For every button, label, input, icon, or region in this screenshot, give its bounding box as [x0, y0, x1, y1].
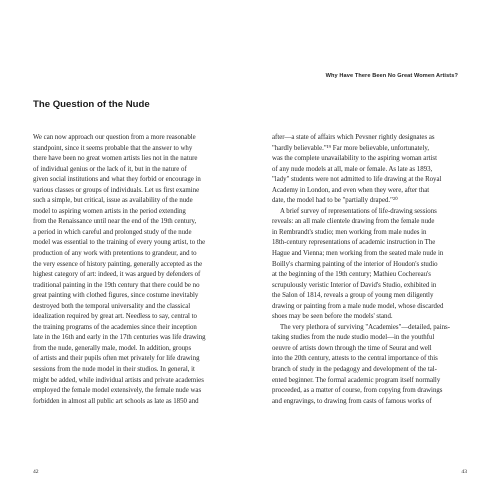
text-line: taking studies from the nude studio model—in the youthful [272, 334, 435, 342]
text-line: a period in which careful and prolonged study of the nude [33, 228, 192, 236]
text-line: reveals: an all male clientele drawing from the female nude [272, 218, 435, 226]
text-line: the training programs of the academies since their inception [33, 323, 197, 331]
text-line: ented beginner. The formal academic program itself normally [272, 376, 441, 384]
text-line: after—a state of affairs which Pevsner rightly designates as [272, 134, 435, 141]
text-line: there have been no great women artists lies not in the nature [33, 155, 198, 163]
text-line: forbidden in almost all public art schools as late as 1850 and [33, 397, 199, 405]
text-line: at the beginning of the 19th century; Mathieu Cochereau's [272, 271, 431, 279]
text-line: proceeded, as a matter of course, from copying from drawings [272, 387, 443, 395]
text-line: model to aspiring women artists in the period extending [33, 207, 186, 215]
right-body-text [272, 133, 467, 407]
text-line: "lady" students were not admitted to life drawing at the Royal [272, 176, 442, 184]
text-line: oeuvre of artists down through the time of Seurat and well [272, 344, 432, 352]
text-line: Hague and Vienna; men working from the seated male nude in [272, 250, 444, 258]
text-line: various classes or groups of individuals. Let us first examine [33, 186, 200, 194]
text-line: highest category of art: indeed, it was argued by defenders of [33, 271, 201, 279]
text-line: such a simple, but critical, issue as availability of the nude [33, 197, 193, 205]
text-line: "hardly believable."¹⁹ Far more believable, unfortunately, [272, 144, 430, 152]
text-line: standpoint, since it seems probable that the answer to why [33, 144, 193, 152]
text-line: sessions from the nude model in their studios. In general, it [33, 366, 195, 374]
text-line: model was essential to the training of every young artist, to the [33, 239, 206, 247]
text-line: The very plethora of surviving "Academies"—detailed, pains- [280, 323, 450, 331]
text-line: in Rembrandt's studio; men working from male nudes in [272, 228, 427, 236]
left-body-text [33, 133, 221, 407]
text-line: the very essence of history painting, generally accepted as the [33, 260, 203, 268]
running-head: Why Have There Been No Great Women Artists? [325, 73, 458, 79]
text-line: destroyed both the temporal universality and the classical [33, 302, 191, 310]
text-line: We can now approach our question from a more reasonable [33, 134, 196, 141]
text-line: into the 20th century, attests to the central importance of this [272, 355, 438, 363]
text-line: of individual genius or the lack of it, but in the nature of [33, 165, 187, 173]
text-line: drawing or painting from a male nude model, whose discarded [272, 302, 444, 310]
page-number-right: 43 [461, 469, 467, 475]
text-line: from the nude, generally male, model. In addition, groups [33, 344, 192, 352]
text-line: from the Renaissance until near the end of the 19th century, [33, 218, 197, 226]
text-line: idealization required by great art. Needless to say, central to [33, 313, 197, 321]
text-line: Boilly's charming painting of the interior of Houdon's studio [272, 260, 438, 268]
text-line: and engravings, to drawing from casts of famous works of [272, 397, 432, 405]
text-line: great painting with clothed figures, since costume inevitably [33, 292, 199, 300]
section-heading: The Question of the Nude [33, 99, 150, 110]
text-line: scrupulously veristic Interior of David's Studio, exhibited in [272, 281, 437, 289]
text-line: employed the female model extensively, the female nude was [33, 387, 202, 395]
text-line: the Salon of 1814, reveals a group of young men diligently [272, 292, 434, 300]
text-line: A brief survey of representations of life-drawing sessions [280, 207, 437, 215]
text-line: date, the model had to be "partially draped."²⁰ [272, 197, 398, 205]
right-page [250, 0, 500, 500]
text-line: of artists and their pupils often met privately for life drawing [33, 355, 200, 363]
page-number-left: 42 [33, 469, 39, 475]
text-line: 18th-century representations of academic instruction in The [272, 239, 436, 247]
text-line: of any nude models at all, male or female. As late as 1893, [272, 165, 433, 173]
text-line: shoes may be seen before the models' stand. [272, 313, 393, 321]
text-line: production of any work with pretentions to grandeur, and to [33, 250, 197, 258]
text-line: given social institutions and what they forbid or encourage in [33, 176, 201, 184]
text-line: might be added, while individual artists and private academies [33, 376, 204, 384]
text-line: branch of study in the pedagogy and development of the tal- [272, 366, 437, 374]
text-line: traditional painting in the 19th century that there could be no [33, 281, 200, 289]
text-line: was the complete unavailability to the aspiring woman artist [272, 155, 437, 163]
text-line: Academy in London, and even when they were, after that [272, 186, 430, 194]
text-line: late in the 16th and early in the 17th centuries was life drawing [33, 334, 206, 342]
